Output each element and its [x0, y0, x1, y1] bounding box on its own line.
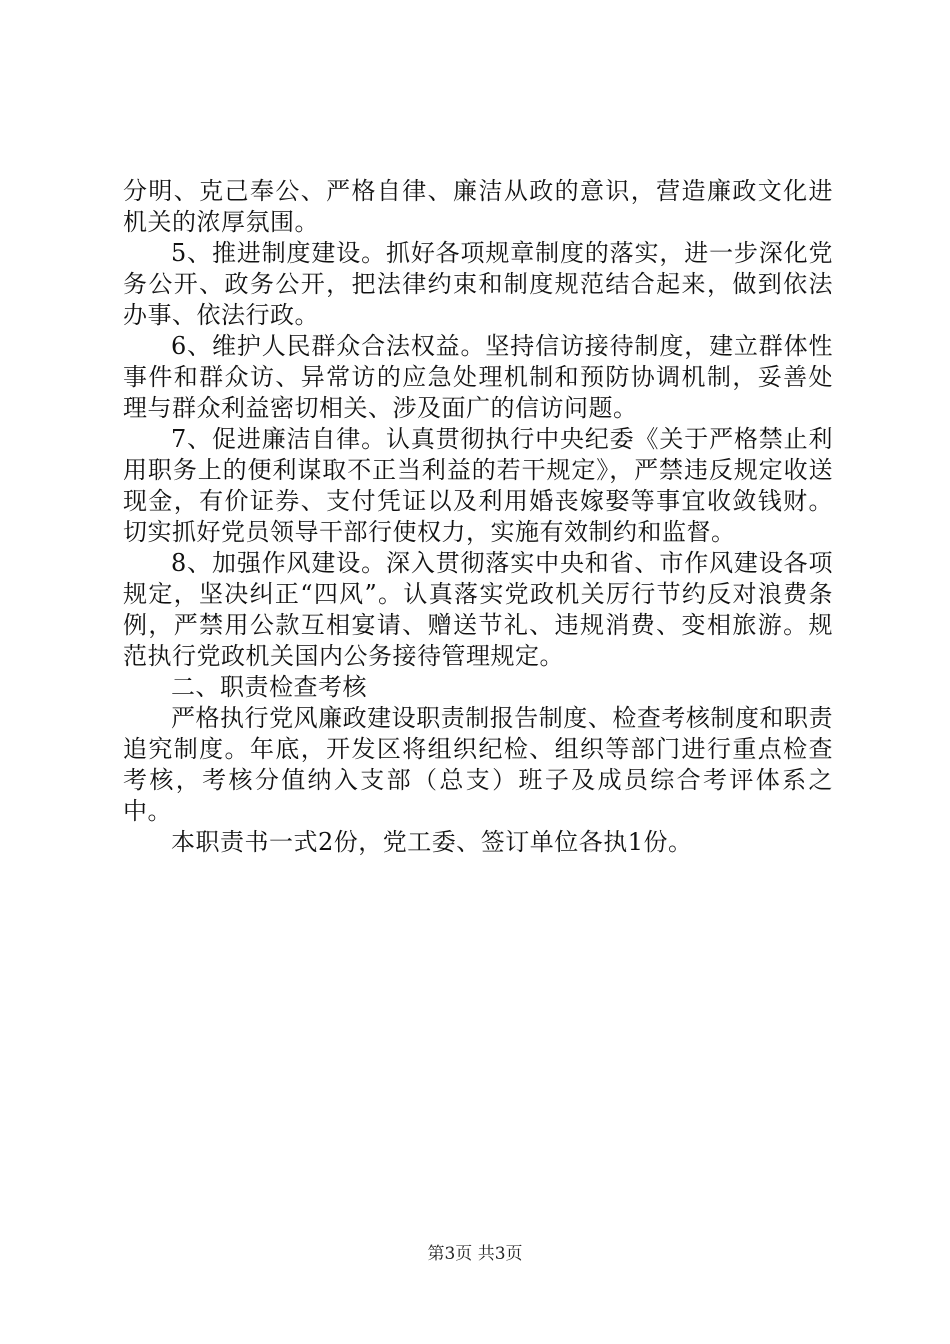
paragraph-closing: 本职责书一式2份，党工委、签订单位各执1份。: [171, 828, 693, 856]
paragraph-review: 严格执行党风廉政建设职责制报告制度、检查考核制度和职责追究制度。年底，开发区将组织纪检、组织等部门进行重点检查考核，考核分值纳入支部（总支）班子及成员综合考评体系之中。: [123, 704, 833, 825]
paragraph-item-8: 8、加强作风建设。深入贯彻落实中央和省、市作风建设各项规定，坚决纠正“四风”。认真落实党政机关厉行节约反对浪费条例，严禁用公款互相宴请、赠送节礼、违规消费、变相旅游。规范执行党政机关国内公务接待管理规定。: [123, 549, 833, 670]
paragraph-item-6: 6、维护人民群众合法权益。坚持信访接待制度，建立群体性事件和群众访、异常访的应急处理机制和预防协调机制，妥善处理与群众利益密切相关、涉及面广的信访问题。: [123, 332, 833, 422]
paragraph-item-5: 5、推进制度建设。抓好各项规章制度的落实，进一步深化党务公开、政务公开，把法律约束和制度规范结合起来，做到依法办事、依法行政。: [123, 239, 833, 329]
section-heading: 二、职责检查考核: [171, 673, 367, 701]
page-number-footer: 第3页 共3页: [427, 1244, 523, 1264]
paragraph-1: 分明、克己奉公、严格自律、廉洁从政的意识，营造廉政文化进机关的浓厚氛围。: [123, 177, 833, 236]
paragraph-item-7: 7、促进廉洁自律。认真贯彻执行中央纪委《关于严格禁止利用职务上的便利谋取不正当利益的若干规定》，严禁违反规定收送现金，有价证券、支付凭证以及利用婚丧嫁娶等事宜收敛钱财。切实抓好党员领导干部行使权力，实施有效制约和监督。: [123, 425, 833, 546]
document-body: [123, 176, 833, 858]
